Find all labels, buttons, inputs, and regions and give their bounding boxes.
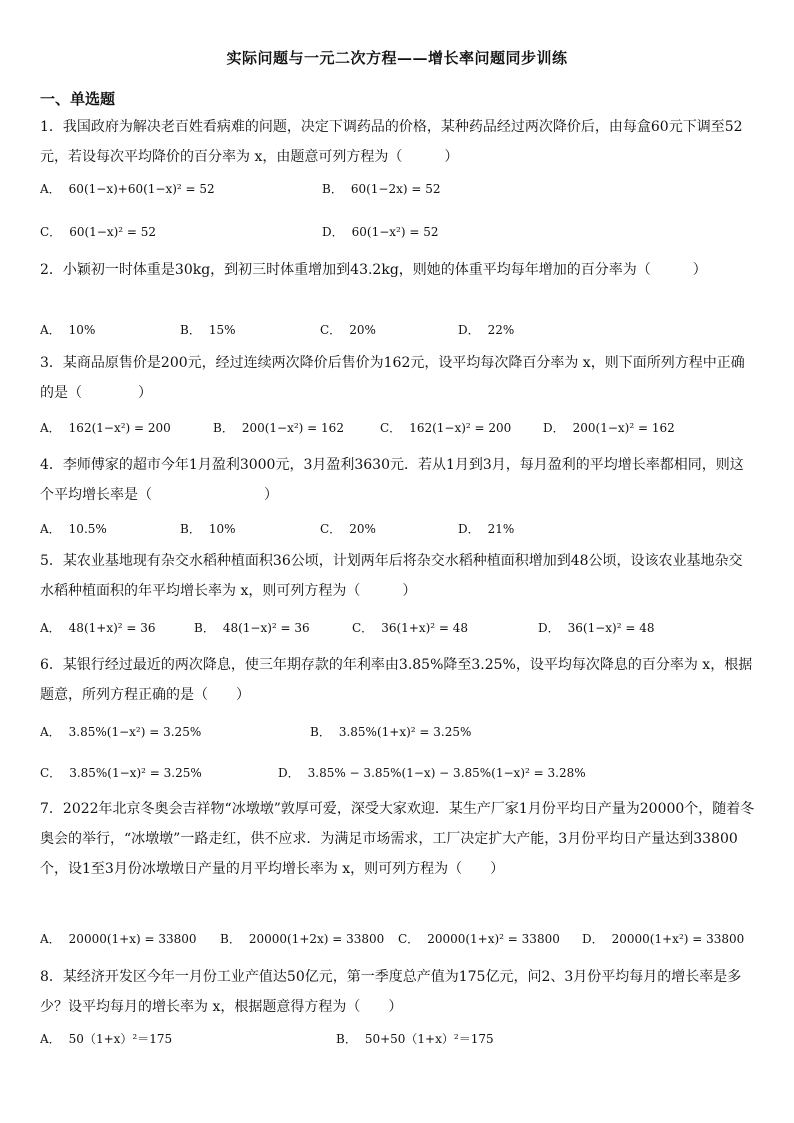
option-b: B． 10% bbox=[180, 522, 236, 536]
option-d: D． 21% bbox=[458, 522, 515, 536]
section-heading: 一、单选题 bbox=[40, 90, 116, 108]
question-4: 4．李师傅家的超市今年1月盈利3000元，3月盈利3630元．若从1月到3月，每月盈利的平均增长率都相同，则这个平均增长率是（ ） bbox=[40, 457, 744, 503]
option-c: C． 20000(1+x)² = 33800 bbox=[398, 932, 560, 946]
option-a: A． 60(1−x)+60(1−x)² = 52 bbox=[40, 182, 215, 196]
option-d: D． 36(1−x)² = 48 bbox=[538, 621, 655, 635]
option-c: C． 3.85%(1−x)² = 3.25% bbox=[40, 766, 202, 780]
option-c: C． 162(1−x)² = 200 bbox=[380, 421, 512, 435]
question-6: 6．某银行经过最近的两次降息，使三年期存款的年利率由3.85%降至3.25%，设平均每次降息的百分率为 x，根据题意，所列方程正确的是（ ） bbox=[40, 657, 753, 703]
option-b: B． 60(1−2x) = 52 bbox=[322, 182, 441, 196]
option-d: D． 60(1−x²) = 52 bbox=[322, 225, 439, 239]
option-b: B． 50+50（1+x）²＝175 bbox=[336, 1032, 494, 1046]
option-a: A． 48(1+x)² = 36 bbox=[40, 621, 156, 635]
question-5: 5．某农业基地现有杂交水稻种植面积36公顷，计划两年后将杂交水稻种植面积增加到48公顷，设该农业基地杂交水稻种植面积的年平均增长率为 x，则可列方程为（ ） bbox=[40, 553, 743, 599]
question-8: 8．某经济开发区今年一月份工业产值达50亿元，第一季度总产值为175亿元，问2、3月份平均每月的增长率是多少？设平均每月的增长率为 x，根据题意得方程为（ ） bbox=[40, 969, 742, 1015]
option-d: D． 22% bbox=[458, 323, 515, 337]
option-b: B． 15% bbox=[180, 323, 236, 337]
option-a: A． 162(1−x²) = 200 bbox=[40, 421, 171, 435]
document-title: 实际问题与一元二次方程——增长率问题同步训练 bbox=[226, 49, 568, 67]
option-a: A． 20000(1+x) = 33800 bbox=[40, 932, 197, 946]
question-5-options bbox=[40, 619, 760, 641]
option-d: D． 20000(1+x²) = 33800 bbox=[582, 932, 745, 946]
option-c: C． 36(1+x)² = 48 bbox=[352, 621, 469, 635]
option-a: A． 50（1+x）²＝175 bbox=[40, 1032, 173, 1046]
option-d: D． 3.85% − 3.85%(1−x) − 3.85%(1−x)² = 3.28% bbox=[278, 766, 586, 780]
question-2: 2．小颖初一时体重是30kg，到初三时体重增加到43.2kg，则她的体重平均每年增加的百分率为（ ） bbox=[40, 262, 707, 278]
question-3: 3．某商品原售价是200元，经过连续两次降价后售价为162元，设平均每次降百分率为 x，则下面所列方程中正确的是（ ） bbox=[40, 355, 745, 401]
option-b: B． 48(1−x)² = 36 bbox=[194, 621, 310, 635]
question-1: 1．我国政府为解决老百姓看病难的问题，决定下调药品的价格，某种药品经过两次降价后，由每盒60元下调至52元，若设每次平均降价的百分率为 x，由题意可列方程为（ ） bbox=[40, 119, 743, 165]
question-8-options bbox=[40, 1030, 760, 1052]
option-b: B． 200(1−x²) = 162 bbox=[213, 421, 344, 435]
question-2-options bbox=[40, 321, 760, 343]
question-1-options-row1 bbox=[40, 180, 760, 202]
question-7: 7．2022年北京冬奥会吉祥物“冰墩墩”敦厚可爱，深受大家欢迎．某生产厂家1月份平均日产量为20000个，随着冬奥会的举行，“冰墩墩”一路走红，供不应求．为满足市场需求，工厂决定扩大产能，3月份平均日产量达到33800个，设1至3月份冰墩墩日产量的月平均增长率为 x，则可列方程为（ ） bbox=[40, 801, 755, 877]
option-d: D． 200(1−x)² = 162 bbox=[543, 421, 675, 435]
option-a: A． 10.5% bbox=[40, 522, 107, 536]
option-b: B． 3.85%(1+x)² = 3.25% bbox=[310, 725, 472, 739]
question-3-options bbox=[40, 419, 760, 441]
option-c: C． 20% bbox=[320, 522, 376, 536]
option-c: C． 60(1−x)² = 52 bbox=[40, 225, 157, 239]
question-4-options bbox=[40, 520, 760, 542]
question-7-options bbox=[40, 930, 760, 952]
option-a: A． 10% bbox=[40, 323, 96, 337]
option-b: B． 20000(1+2x) = 33800 bbox=[220, 932, 385, 946]
question-6-options-row2 bbox=[40, 764, 760, 786]
question-1-options-row2 bbox=[40, 223, 760, 245]
question-6-options-row1 bbox=[40, 723, 760, 745]
option-c: C． 20% bbox=[320, 323, 376, 337]
option-a: A． 3.85%(1−x²) = 3.25% bbox=[40, 725, 202, 739]
